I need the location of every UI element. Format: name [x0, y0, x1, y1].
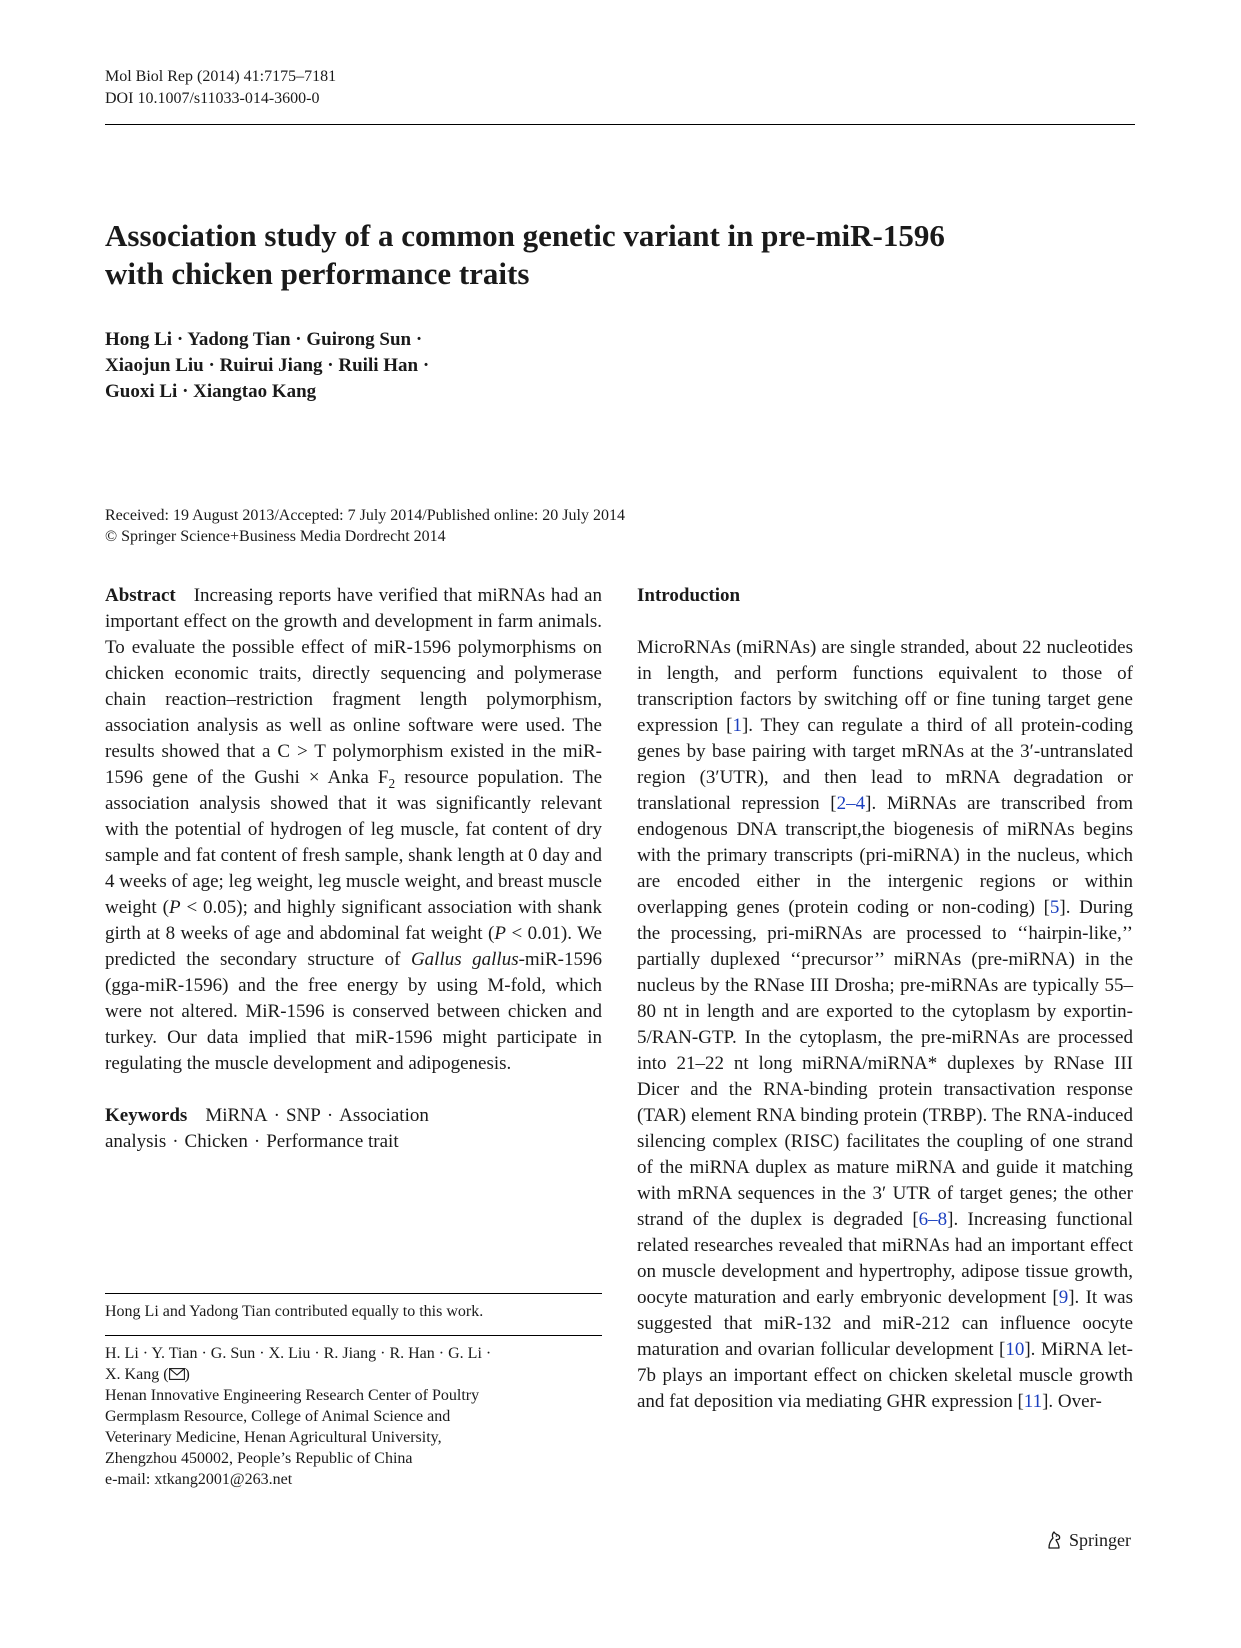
author: Yadong Tian — [187, 329, 291, 350]
author: Guoxi Li — [105, 381, 178, 402]
author-separator: · — [176, 329, 184, 350]
journal-header — [105, 66, 336, 110]
abstract — [105, 583, 602, 1077]
author: Xiangtao Kang — [193, 381, 317, 402]
journal-citation: Mol Biol Rep (2014) 41:7175–7181 — [105, 68, 337, 85]
publisher-name: Springer — [1069, 1530, 1131, 1550]
intro-text: MicroRNAs (miRNAs) are single stranded, about 22 nucleotides in length, and perform functions equivalent to those of transcription factors by switching off or fine tuning target gene expression [ — [637, 637, 1133, 736]
intro-text: ]. MiRNA let-7b plays an important effect on chicken skeletal muscle growth and fat deposition via mediating GHR expression [ — [637, 1339, 1134, 1412]
abstract-label: Abstract — [105, 585, 176, 606]
history-line — [105, 505, 625, 526]
keyword: Association analysis — [105, 1105, 429, 1152]
date-slash: / — [274, 507, 279, 524]
received-date: Received: 19 August 2013 — [105, 507, 275, 524]
abstract-text: Increasing reports have verified that miRNAs had an important effect on the growth and development in farm animals. To evaluate the possible effect of miR-1596 polymorphisms on chicken economic traits, directly sequencing and polymerase chain reaction–restriction fragment length polymorphism, association analysis as well as online software were used. The results showed that a C > T polymorphism existed in the miR-1596 gene of the Gushi × Anka F — [105, 585, 602, 788]
corresponding-author: X. Kang ( — [105, 1366, 169, 1383]
author: Ruili Han — [338, 355, 419, 376]
corresponding-author-end: ) — [184, 1366, 190, 1383]
author-separator: · — [422, 355, 430, 376]
affiliation-block — [105, 1343, 602, 1490]
species-name: Gallus gallus — [410, 949, 519, 970]
introduction-body — [637, 635, 1133, 1415]
copyright-line: © Springer Science+Business Media Dordrecht 2014 — [105, 528, 446, 545]
abstract-subscript: 2 — [388, 775, 396, 791]
abstract-text: -miR-1596 (gga-miR-1596) and the free energy by using M-fold, which were not altered. MiR-1596 is conserved between chicken and turkey. Our data implied that miR-1596 might participate in regulating the muscle development and adipogenesis. — [105, 949, 602, 1074]
keyword-separator: · — [273, 1105, 280, 1126]
author: Xiaojun Liu — [105, 355, 204, 376]
institution-line: Zhengzhou 450002, People’s Republic of China — [105, 1450, 413, 1467]
author: Ruirui Jiang — [219, 355, 323, 376]
keyword: Performance trait — [266, 1131, 399, 1152]
citation-link[interactable]: 10 — [1005, 1339, 1025, 1360]
abstract-text: < 0.05); and highly significant association with shank girth at 8 weeks of age and abdominal fat weight ( — [105, 897, 602, 944]
intro-text: ]. Increasing functional related researches revealed that miRNAs had an important effect on muscle development and hypertrophy, adipose tissue growth, oocyte maturation and early embryonic development [ — [637, 1209, 1134, 1308]
keywords — [105, 1103, 602, 1155]
springer-horse-icon — [1043, 1529, 1065, 1551]
publication-dates — [105, 505, 625, 547]
intro-text: ]. During the processing, pri-miRNAs are processed to ‘‘hairpin-like,’’ partially duplexed ‘‘precursor’’ miRNAs (pre-miRNA) in the nucleus by the RNase III Drosha; pre-miRNAs are typically 55–80 nt in length and are exported to the cytoplasm by exportin-5/RAN-GTP. In the cytoplasm, the pre-miRNAs are processed into 21–22 nt long miRNA/miRNA* duplexes by RNase III Dicer and the RNA-binding protein transactivation response (TAR) element RNA binding protein (TRBP). The RNA-induced silencing complex (RISC) facilitates the coupling of one strand of the miRNA duplex as mature miRNA and guide it matching with mRNA sequences in the 3′ UTR of target genes; the other strand of the duplex is degraded [ — [637, 897, 1133, 1230]
envelope-icon — [169, 1368, 185, 1380]
keyword-separator: · — [253, 1131, 261, 1152]
publisher-footer — [1043, 1528, 1131, 1552]
citation-link[interactable]: 5 — [1049, 897, 1060, 918]
citation-link[interactable]: 1 — [732, 715, 742, 736]
institution-line: Veterinary Medicine, Henan Agricultural University, — [105, 1429, 442, 1446]
footnote-rule — [105, 1293, 602, 1294]
accepted-date: Accepted: 7 July 2014 — [278, 507, 423, 524]
keyword: SNP — [285, 1105, 321, 1126]
author-separator: · — [182, 381, 189, 402]
date-slash: / — [422, 507, 427, 524]
affiliation-rule — [105, 1335, 602, 1336]
intro-text: ]. Over- — [1042, 1391, 1102, 1412]
contact-email: e-mail: xtkang2001@263.net — [105, 1471, 293, 1488]
author-line-1 — [105, 327, 429, 353]
right-column — [637, 583, 1133, 1415]
author-separator: · — [208, 355, 215, 376]
author-separator: · — [295, 329, 302, 350]
author-separator: · — [415, 329, 423, 350]
citation-link[interactable]: 9 — [1058, 1287, 1069, 1308]
institution-line: Germplasm Resource, College of Animal Science and — [105, 1408, 451, 1425]
citation-link[interactable]: 2–4 — [836, 793, 866, 814]
paper-title — [105, 217, 1105, 293]
author-list — [105, 327, 429, 405]
left-column — [105, 583, 602, 1155]
abstract-text: < 0.01). We predicted the secondary structure of — [105, 923, 602, 970]
affiliation-authors: H. Li · Y. Tian · G. Sun · X. Liu · R. Jiang · R. Han · G. Li · — [105, 1345, 492, 1362]
p-value-symbol: P — [168, 897, 181, 918]
p-value-symbol: P — [494, 923, 506, 944]
keyword-separator: · — [326, 1105, 334, 1126]
abstract-text: resource population. The association analysis showed that it was significantly relevant with the potential of hydrogen of leg muscle, fat content of dry sample and fat content of fresh sample, shank length at 0 day and 4 weeks of age; leg weight, leg muscle weight, and breast muscle weight ( — [105, 767, 602, 918]
header-rule — [105, 124, 1135, 125]
author-line-2 — [105, 353, 429, 379]
citation-link[interactable]: 11 — [1023, 1391, 1043, 1412]
citation-link[interactable]: 6–8 — [918, 1209, 948, 1230]
introduction-heading: Introduction — [637, 585, 741, 606]
title-line-2: with chicken performance traits — [105, 256, 530, 291]
journal-doi: DOI 10.1007/s11033-014-3600-0 — [105, 90, 320, 107]
author-line-3 — [105, 379, 429, 405]
title-line-1: Association study of a common genetic variant in pre-miR-1596 — [105, 218, 945, 253]
author: Guirong Sun — [306, 329, 412, 350]
affiliation-authors-cont — [105, 1364, 602, 1385]
intro-text: ]. It was suggested that miR-132 and miR-212 can influence oocyte maturation and ovarian follicular development [ — [637, 1287, 1133, 1360]
author: Hong Li — [105, 329, 173, 350]
keyword: Chicken — [184, 1131, 248, 1152]
keywords-label: Keywords — [105, 1105, 188, 1126]
keyword-separator: · — [172, 1131, 179, 1152]
keyword: MiRNA — [205, 1105, 268, 1126]
contribution-note: Hong Li and Yadong Tian contributed equally to this work. — [105, 1303, 484, 1320]
published-date: Published online: 20 July 2014 — [426, 507, 625, 524]
author-separator: · — [327, 355, 334, 376]
intro-text: ]. They can regulate a third of all protein-coding genes by base pairing with target mRNAs at the 3′-untranslated region (3′UTR), and then lead to mRNA degradation or translational repression [ — [637, 715, 1133, 814]
intro-text: ]. MiRNAs are transcribed from endogenous DNA transcript,the biogenesis of miRNAs begins with the primary transcripts (pri-miRNA) in the nucleus, which are encoded either in the intergenic regions or within overlapping genes (protein coding or non-coding) [ — [637, 793, 1133, 918]
institution-line: Henan Innovative Engineering Research Center of Poultry — [105, 1387, 480, 1404]
